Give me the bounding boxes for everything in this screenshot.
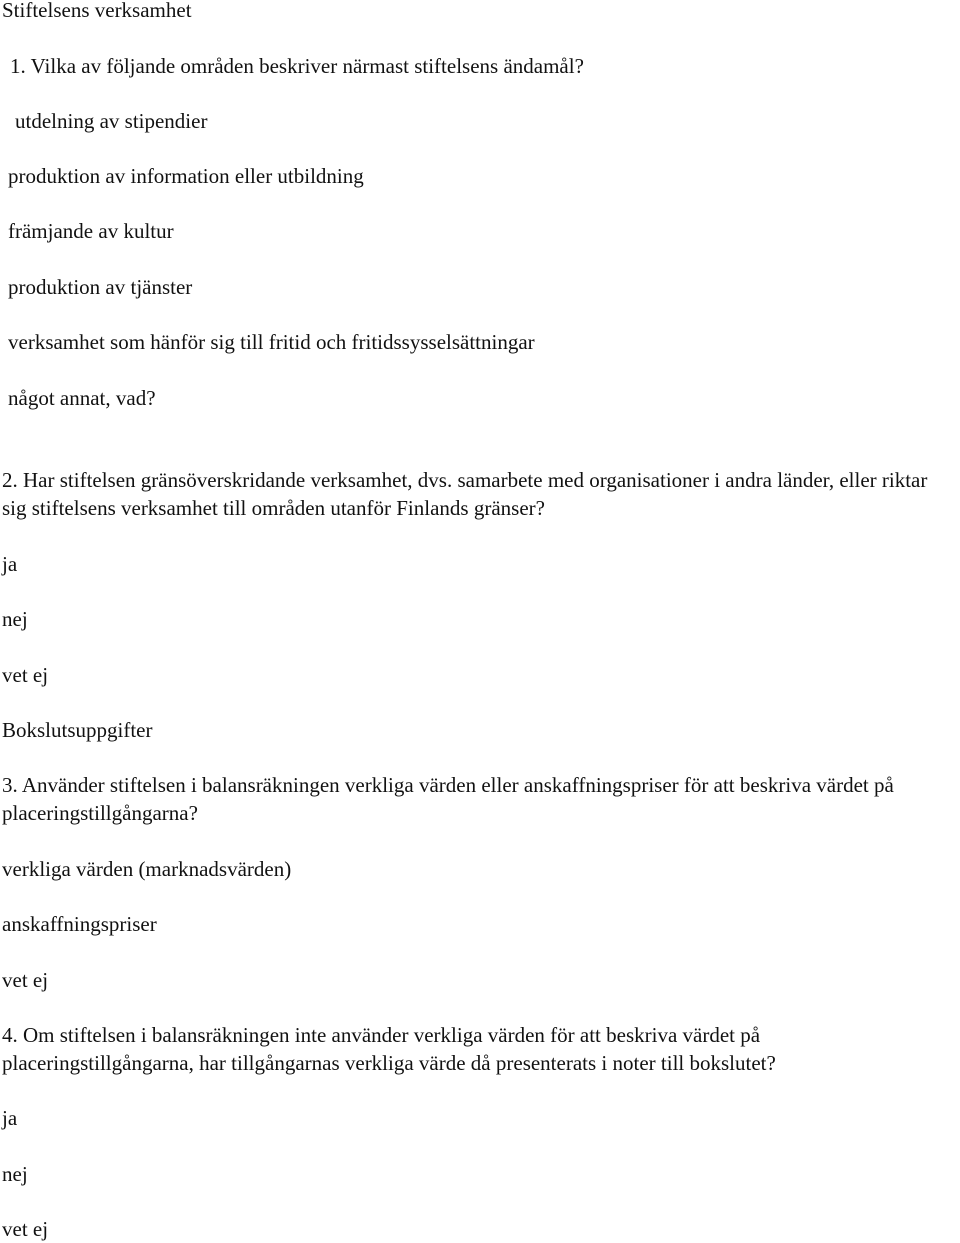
q4-option-ja[interactable]: ja [2, 1106, 18, 1130]
section-heading-verksamhet: Stiftelsens verksamhet [2, 0, 192, 22]
q2-option-nej[interactable]: nej [2, 607, 28, 631]
q3-option-verkliga-varden[interactable]: verkliga värden (marknadsvärden) [2, 857, 292, 881]
q2-option-ja[interactable]: ja [2, 552, 18, 576]
q1-option-information[interactable]: produktion av information eller utbildning [8, 164, 364, 188]
question-2: 2. Har stiftelsen gränsöverskridande verksamhet, dvs. samarbete med organisationer i andra länder, eller riktar sig stiftelsens verksamhet till områden utanför Finlands gränser? [2, 468, 928, 520]
q3-option-vet-ej[interactable]: vet ej [2, 968, 49, 992]
q2-option-vet-ej[interactable]: vet ej [2, 663, 49, 687]
q1-option-tjanster[interactable]: produktion av tjänster [8, 275, 193, 299]
q4-option-nej[interactable]: nej [2, 1162, 28, 1186]
question-4: 4. Om stiftelsen i balansräkningen inte använder verkliga värden för att beskriva värdet på placeringstillgångarna, har tillgångarnas verkliga värde då presenterats i noter till bokslutet? [2, 1023, 776, 1075]
section-heading-bokslut: Bokslutsuppgifter [2, 718, 153, 742]
question-3: 3. Använder stiftelsen i balansräkningen verkliga värden eller anskaffningspriser för att beskriva värdet på placeringstillgångarna? [2, 773, 894, 825]
q1-option-annat[interactable]: något annat, vad? [8, 386, 156, 410]
q4-option-vet-ej[interactable]: vet ej [2, 1217, 49, 1241]
question-1: 1. Vilka av följande områden beskriver närmast stiftelsens ändamål? [10, 54, 584, 78]
q3-option-anskaffningspriser[interactable]: anskaffningspriser [2, 912, 157, 936]
q1-option-stipendier[interactable]: utdelning av stipendier [15, 109, 208, 133]
q1-option-fritid[interactable]: verksamhet som hänför sig till fritid och fritidssysselsättningar [8, 330, 535, 354]
q1-option-kultur[interactable]: främjande av kultur [8, 219, 174, 243]
